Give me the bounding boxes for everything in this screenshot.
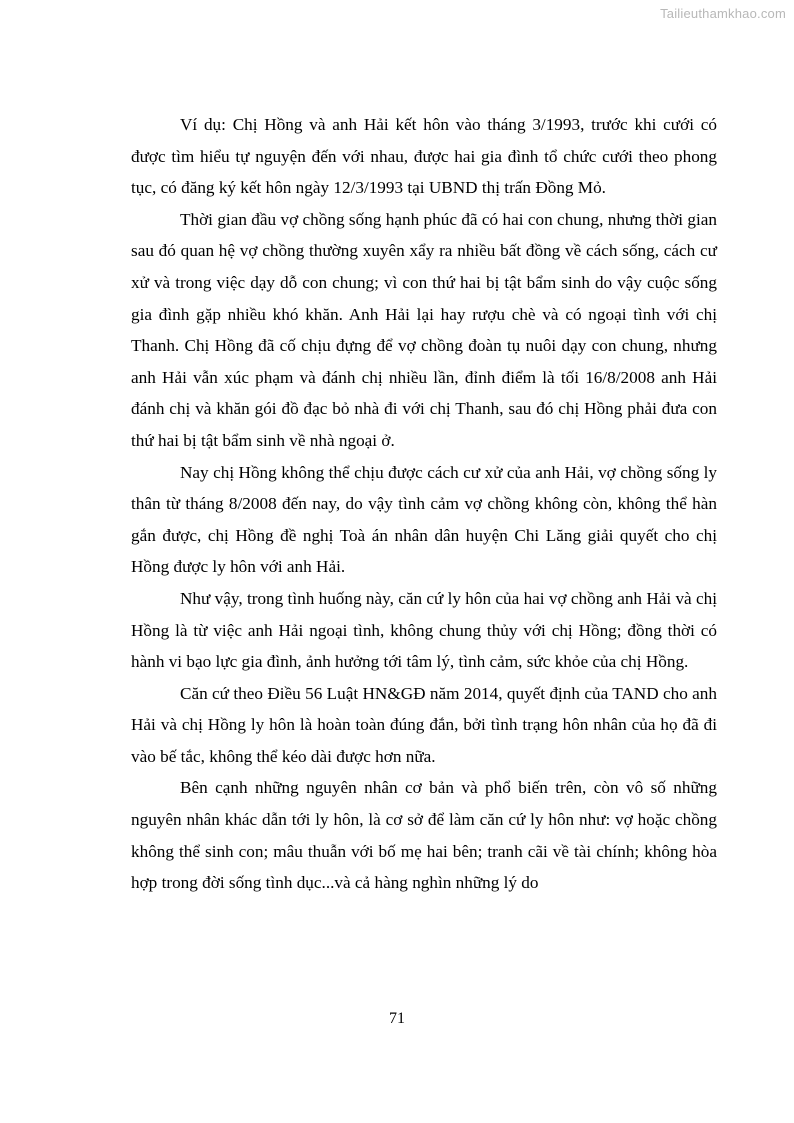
paragraph-other-causes: Bên cạnh những nguyên nhân cơ bản và phổ biến trên, còn vô số những nguyên nhân khác dẫn tới ly hôn, là cơ sở để làm căn cứ ly hôn như: vợ hoặc chồng không thể sinh con; mâu thuẫn với bố mẹ hai bên; tranh cãi về tài chính; không hòa hợp trong đời sống tình dục...và cả hàng nghìn những lý do: [131, 778, 717, 893]
paragraph-legal-basis: Căn cứ theo Điều 56 Luật HN&GĐ năm 2014, quyết định của TAND cho anh Hải và chị Hồng ly hôn là hoàn toàn đúng đắn, bởi tình trạng hôn nhân của họ đã đi vào bế tắc, không thể kéo dài được hơn nữa.: [131, 683, 717, 766]
paragraph-divorce-grounds: Như vậy, trong tình huống này, căn cứ ly hôn của hai vợ chồng anh Hải và chị Hồng là từ việc anh Hải ngoại tình, không chung thủy với chị Hồng; đồng thời có hành vi bạo lực gia đình, ảnh hưởng tới tâm lý, tình cảm, sức khỏe của chị Hồng.: [131, 588, 717, 672]
paragraph-example: Ví dụ: Chị Hồng và anh Hải kết hôn vào tháng 3/1993, trước khi cưới có được tìm hiểu tự nguyện đến với nhau, được hai gia đình tổ chức cưới theo phong tục, có đăng ký kết hôn ngày 12/3/1993 tại UBND thị trấn Đồng Mỏ.: [131, 115, 717, 198]
paragraph-marriage-history: Thời gian đầu vợ chồng sống hạnh phúc đã có hai con chung, nhưng thời gian sau đó quan hệ vợ chồng thường xuyên xẩy ra nhiều bất đồng về cách sống, cách cư xử và trong việc dạy dỗ con chung; vì con thứ hai bị tật bẩm sinh do vậy cuộc sống gia đình gặp nhiều khó khăn. Anh Hải lại hay rượu chè và có ngoại tình với chị Thanh. Chị Hồng đã cố chịu đựng để vợ chồng đoàn tụ nuôi dạy con chung, nhưng anh Hải vẫn xúc phạm và đánh chị nhiều lần, đỉnh điểm là tối 16/8/2008 anh Hải đánh chị và khăn gói đồ đạc bỏ nhà đi với chị Thanh, sau đó chị Hồng phải đưa con thứ hai bị tật bẩm sinh về nhà ngoại ở.: [131, 209, 717, 450]
document-body: [131, 109, 717, 899]
paragraph-divorce-request: Nay chị Hồng không thể chịu được cách cư xử của anh Hải, vợ chồng sống ly thân từ tháng 8/2008 đến nay, do vậy tình cảm vợ chồng không còn, không thể hàn gắn được, chị Hồng đề nghị Toà án nhân dân huyện Chi Lăng giải quyết cho chị Hồng được ly hôn với anh Hải.: [131, 462, 717, 577]
page-number: 71: [389, 1010, 405, 1027]
watermark: Tailieuthamkhao.com: [660, 6, 786, 21]
